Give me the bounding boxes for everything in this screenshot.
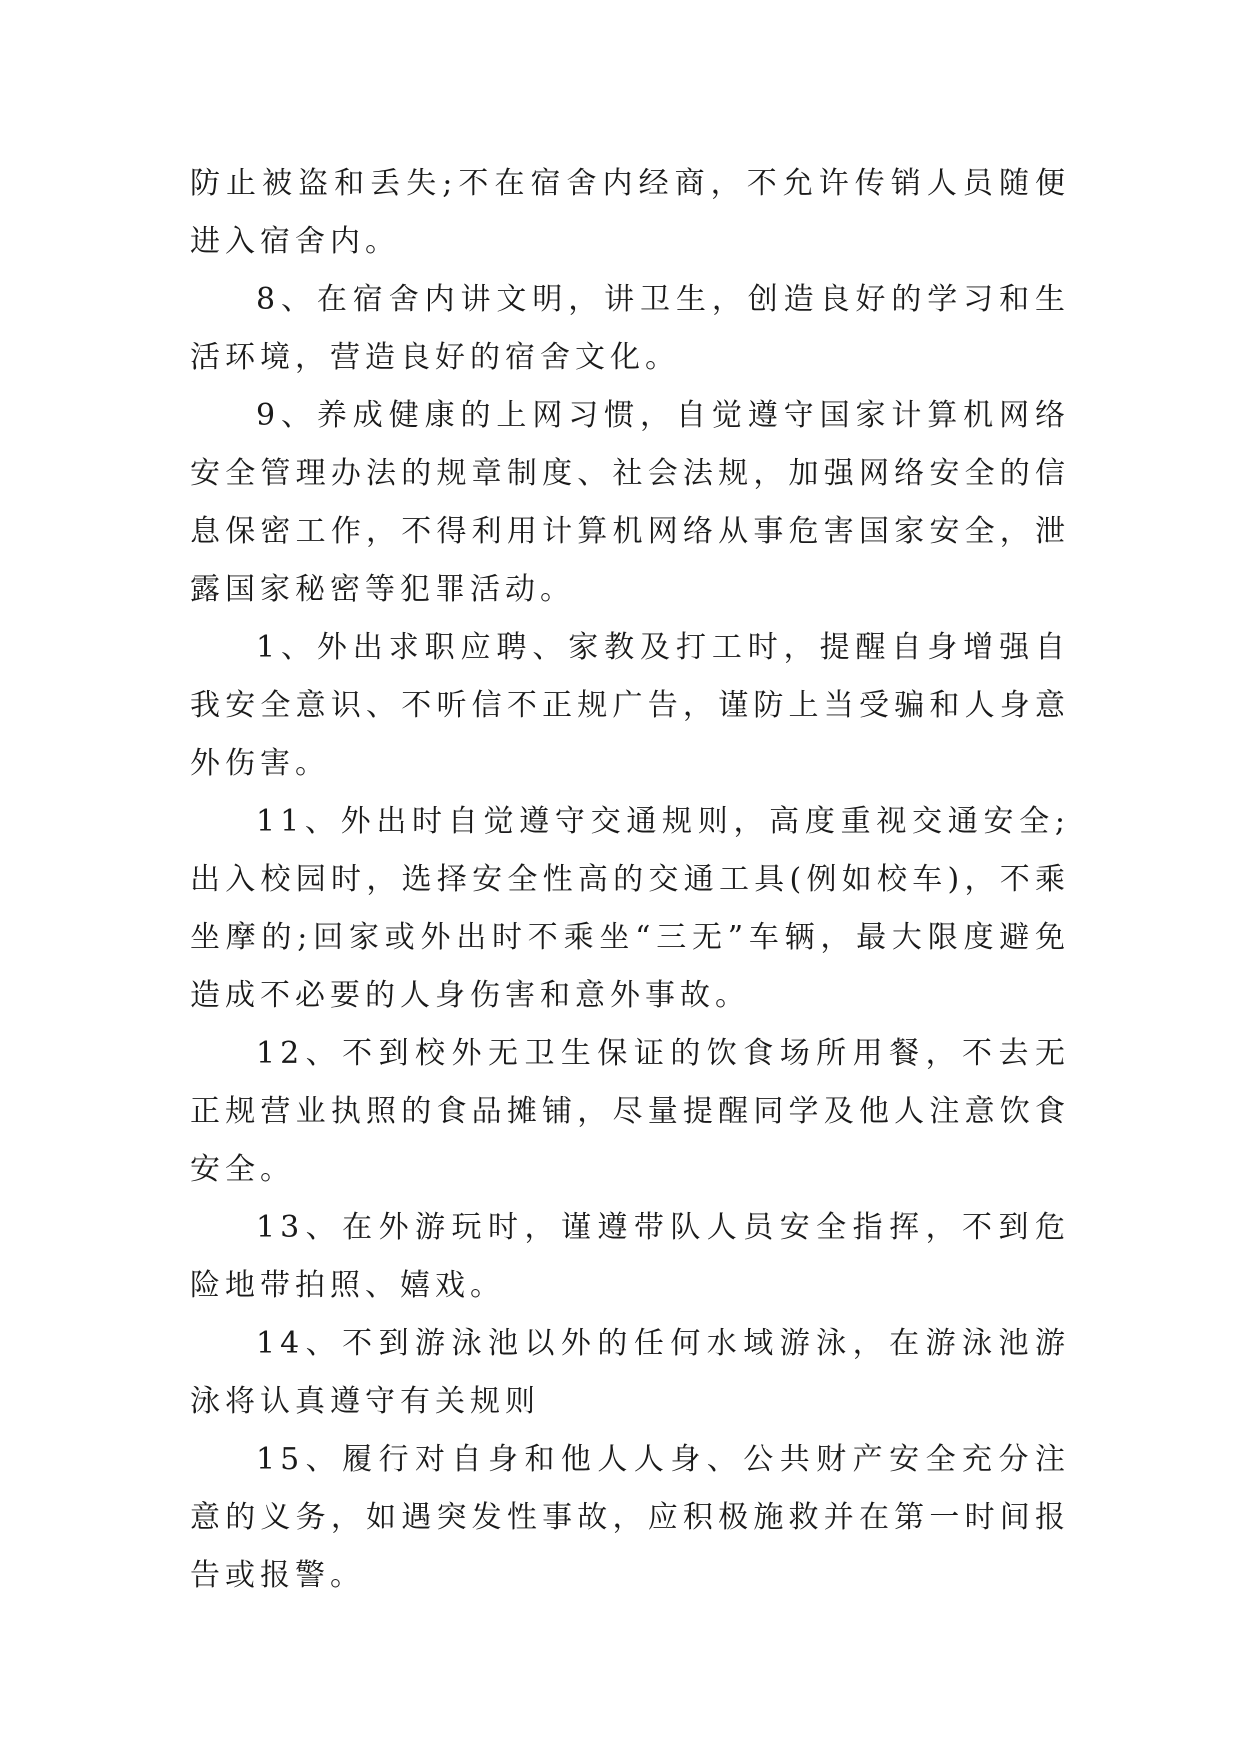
paragraph-item-12: 12、不到校外无卫生保证的饮食场所用餐，不去无正规营业执照的食品摊铺，尽量提醒同学及他人注意饮食安全。 <box>190 1036 1070 1187</box>
paragraph-item-9: 9、养成健康的上网习惯，自觉遵守国家计算机网络安全管理办法的规章制度、社会法规，加强网络安全的信息保密工作，不得利用计算机网络从事危害国家安全，泄露国家秘密等犯罪活动。 <box>190 398 1070 607</box>
paragraph-item-11: 11、外出时自觉遵守交通规则，高度重视交通安全;出入校园时，选择安全性高的交通工具(例如校车)，不乘坐摩的;回家或外出时不乘坐“三无”车辆，最大限度避免造成不必要的人身伤害和意外事故。 <box>190 804 1070 1013</box>
paragraph-item-8: 8、在宿舍内讲文明，讲卫生，创造良好的学习和生活环境，营造良好的宿舍文化。 <box>190 282 1070 375</box>
paragraph-item-15: 15、履行对自身和他人人身、公共财产安全充分注意的义务，如遇突发性事故，应积极施救并在第一时间报告或报警。 <box>190 1442 1070 1593</box>
paragraph-item-1: 1、外出求职应聘、家教及打工时，提醒自身增强自我安全意识、不听信不正规广告，谨防上当受骗和人身意外伤害。 <box>190 630 1070 781</box>
paragraph-continuation: 防止被盗和丢失;不在宿舍内经商，不允许传销人员随便进入宿舍内。 <box>190 166 1070 259</box>
paragraph-item-13: 13、在外游玩时，谨遵带队人员安全指挥，不到危险地带拍照、嬉戏。 <box>190 1210 1070 1303</box>
document-body <box>190 155 1070 1605</box>
paragraph-item-14: 14、不到游泳池以外的任何水域游泳，在游泳池游泳将认真遵守有关规则 <box>190 1326 1070 1419</box>
